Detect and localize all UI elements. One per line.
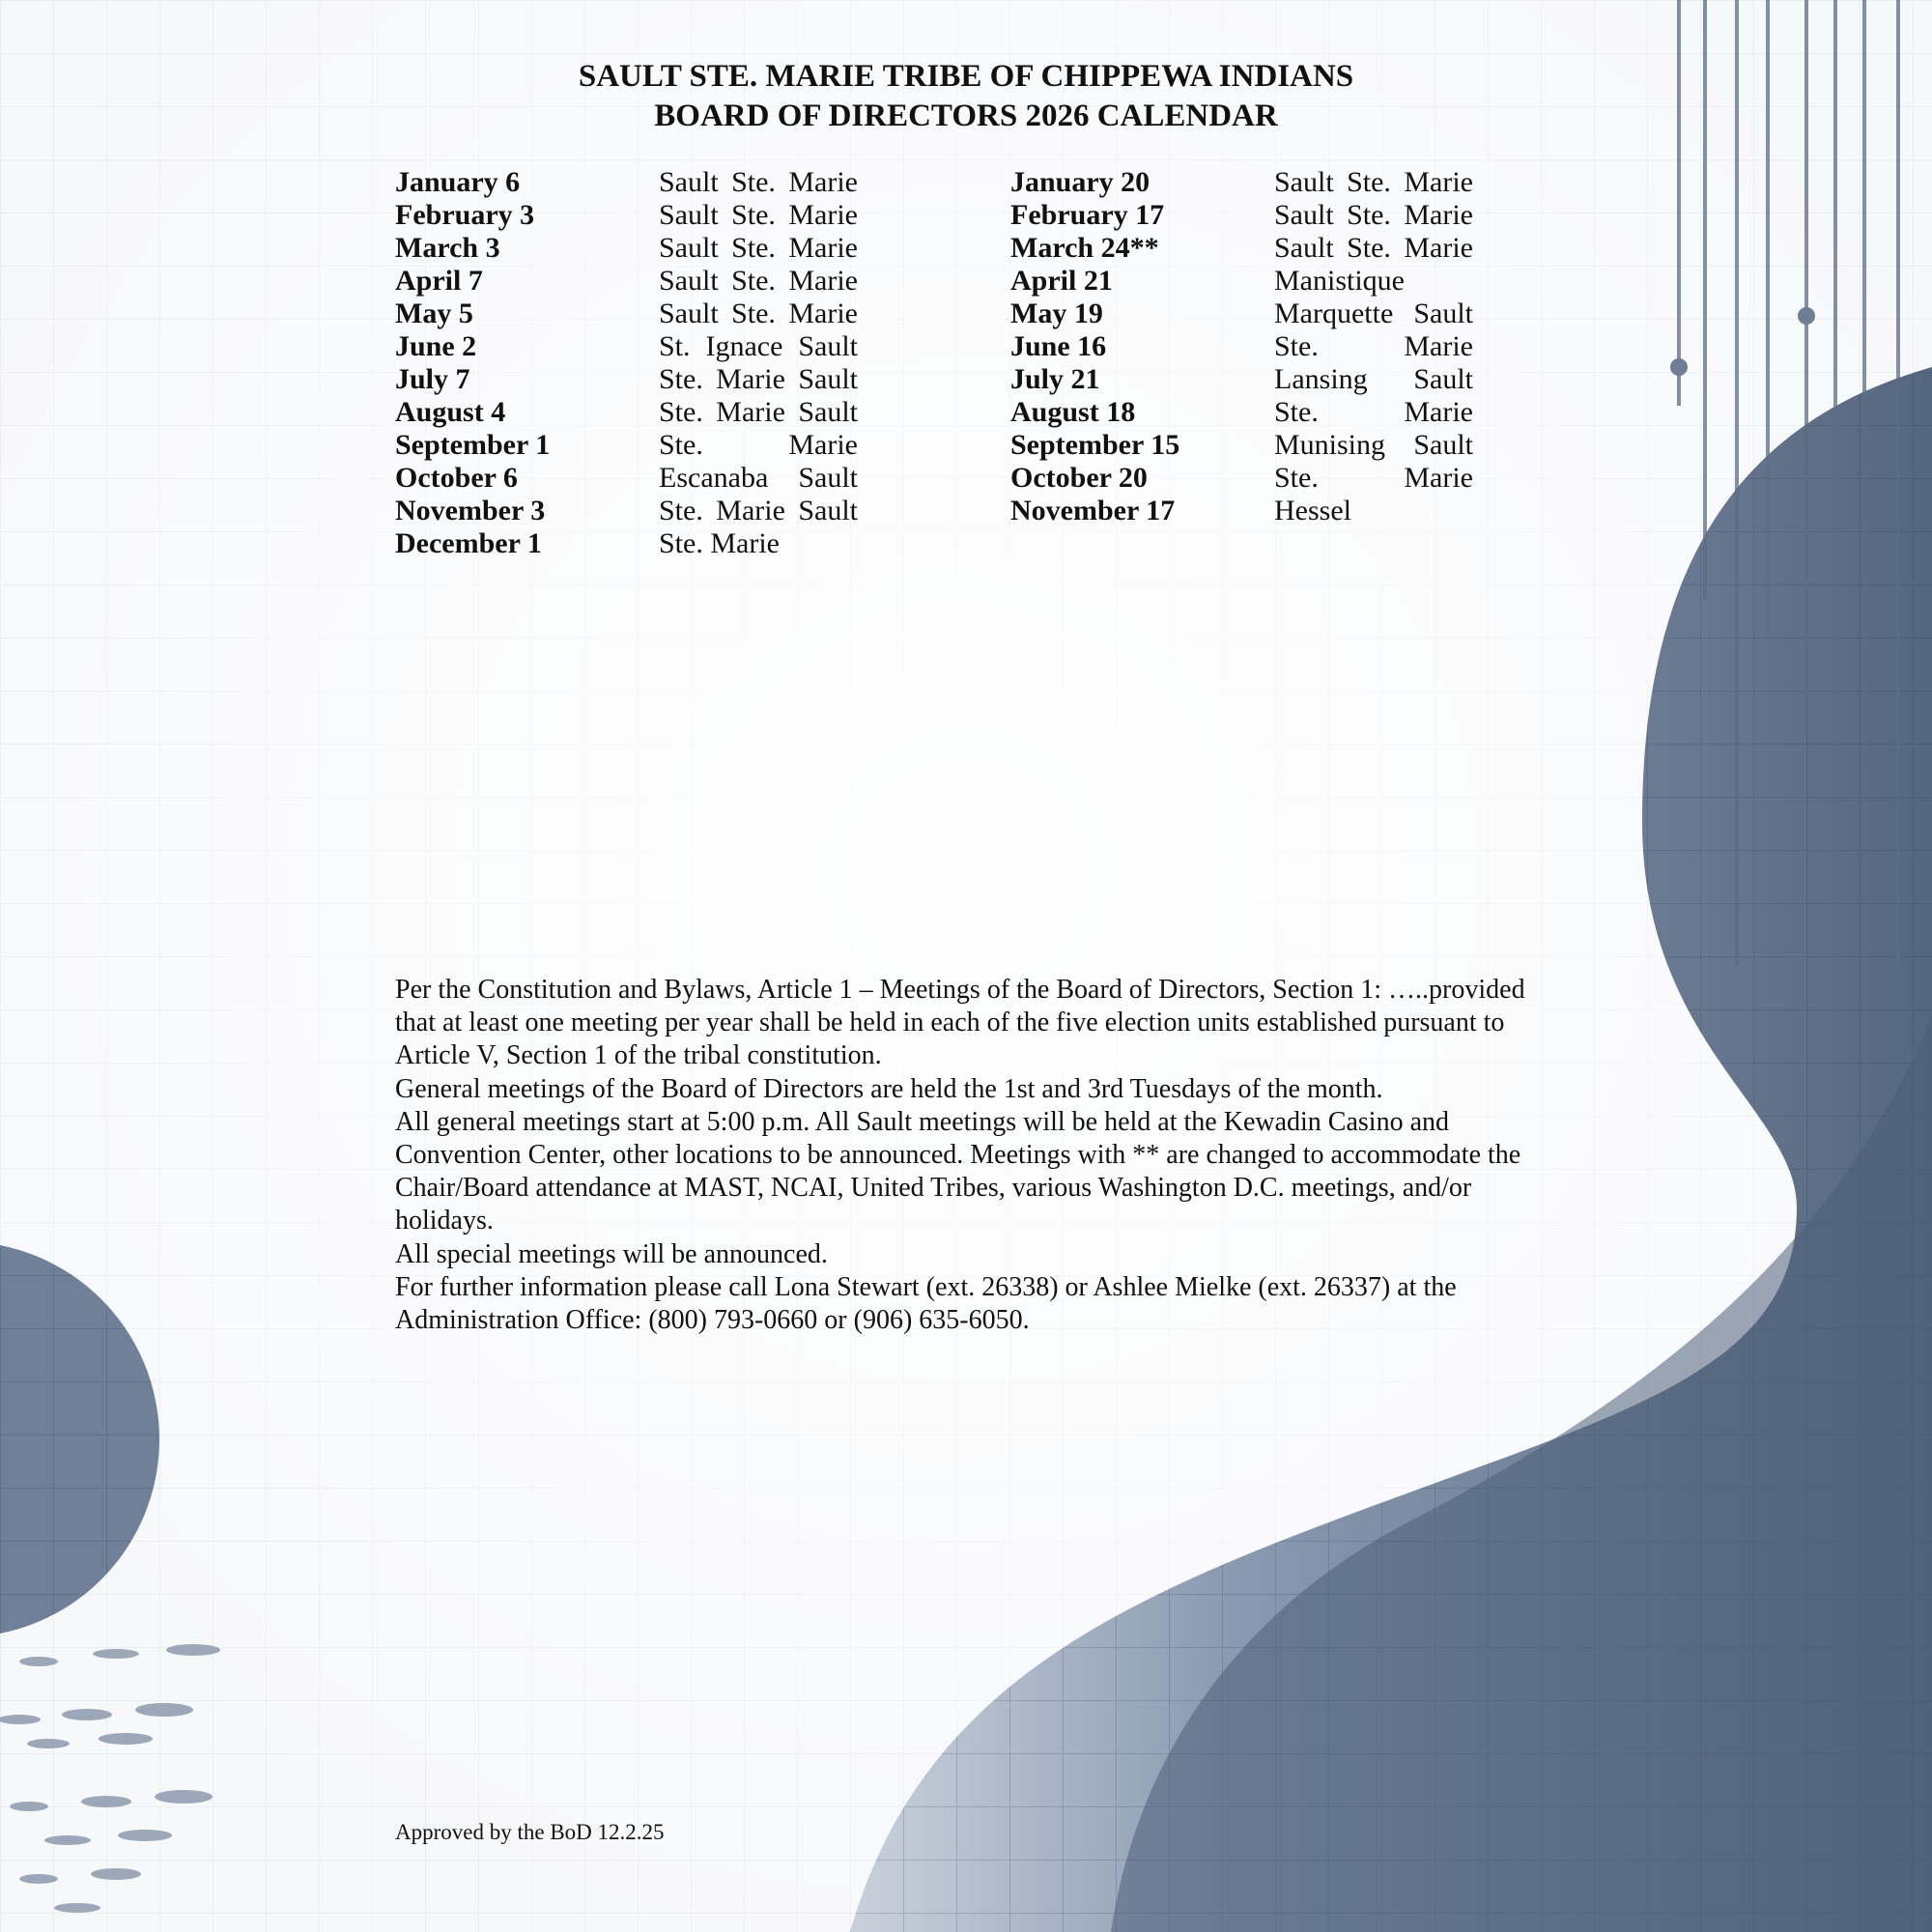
meeting-date: August 4 bbox=[395, 396, 506, 428]
meeting-location: Ste. Marie Sault bbox=[659, 396, 858, 428]
meeting-date: June 2 bbox=[395, 330, 477, 362]
meeting-location: Sault Ste. Marie bbox=[1274, 166, 1473, 198]
constitution-note: Per the Constitution and Bylaws, Article 1 – Meetings of the Board of Directors, Section 1: …..provided that at least one meeting per year shall be held in each of the five election units established pursuant to Article V, Section 1 of the tribal constitution. bbox=[395, 975, 1525, 1071]
meeting-location: Manistique bbox=[1274, 265, 1405, 297]
meeting-date: July 21 bbox=[1010, 363, 1100, 395]
meeting-location: Sault Ste. Marie bbox=[659, 199, 858, 231]
approval-footer: Approved by the BoD 12.2.25 bbox=[395, 1820, 665, 1844]
meeting-date: May 5 bbox=[395, 298, 473, 329]
meeting-location: St. Ignace Sault bbox=[659, 330, 858, 362]
meeting-location: Ste. Marie bbox=[1274, 396, 1473, 428]
meeting-date: October 20 bbox=[1010, 462, 1148, 494]
start-time-note: All general meetings start at 5:00 p.m. All Sault meetings will be held at the Kewadin Casino and Convention Center, other locations to be announced. Meetings with ** are changed to accommodate the Chair/Board attendance at MAST, NCAI, United Tribes, various Washington D.C. meetings, and/or holidays. bbox=[395, 1106, 1521, 1236]
meeting-location: Sault Ste. Marie bbox=[659, 232, 858, 264]
meeting-date: November 17 bbox=[1010, 495, 1176, 526]
meeting-location: Ste. Marie bbox=[1274, 462, 1473, 494]
meeting-date: June 16 bbox=[1010, 330, 1107, 362]
meeting-location: Sault Ste. Marie bbox=[659, 166, 858, 198]
meeting-date: July 7 bbox=[395, 363, 470, 395]
meeting-location: Marquette Sault bbox=[1274, 298, 1473, 329]
special-meetings-note: All special meetings will be announced. bbox=[395, 1238, 828, 1269]
contact-note: For further information please call Lona Stewart (ext. 26338) or Ashlee Mielke (ext. 26337) at the Administration Office: (800) 793-0660 or (906) 635-6050. bbox=[395, 1271, 1457, 1336]
meeting-location: Lansing Sault bbox=[1274, 363, 1473, 395]
meeting-date: October 6 bbox=[395, 462, 518, 494]
meeting-location: Escanaba Sault bbox=[659, 462, 858, 494]
meeting-date: December 1 bbox=[395, 527, 542, 559]
meeting-notes bbox=[395, 974, 1554, 1337]
meeting-date: November 3 bbox=[395, 495, 546, 526]
meeting-date: August 18 bbox=[1010, 396, 1136, 428]
meeting-location: Sault Ste. Marie bbox=[659, 298, 858, 329]
meeting-date: May 19 bbox=[1010, 298, 1103, 329]
meeting-location: Munising Sault bbox=[1274, 429, 1473, 461]
meeting-date: September 15 bbox=[1010, 429, 1180, 461]
title-line-1: SAULT STE. MARIE TRIBE OF CHIPPEWA INDIANS bbox=[578, 59, 1354, 94]
title-line-2: BOARD OF DIRECTORS 2026 CALENDAR bbox=[654, 99, 1278, 133]
meeting-date: September 1 bbox=[395, 429, 551, 461]
general-meetings-note: General meetings of the Board of Directors are held the 1st and 3rd Tuesdays of the month. bbox=[395, 1073, 1383, 1104]
meeting-location: Sault Ste. Marie bbox=[659, 265, 858, 297]
meeting-date: March 24** bbox=[1010, 232, 1159, 264]
meeting-location: Ste. Marie Sault bbox=[659, 363, 858, 395]
meeting-location: Ste. Marie bbox=[659, 527, 780, 559]
meeting-location: Hessel bbox=[1274, 495, 1351, 526]
meeting-location: Sault Ste. Marie bbox=[1274, 232, 1473, 264]
meeting-date: April 21 bbox=[1010, 265, 1113, 297]
meeting-date: February 17 bbox=[1010, 199, 1165, 231]
meeting-location: Ste. Marie bbox=[1274, 330, 1473, 362]
meeting-date: January 6 bbox=[395, 166, 521, 198]
meeting-date: April 7 bbox=[395, 265, 483, 297]
meeting-date: March 3 bbox=[395, 232, 500, 264]
meeting-location: Ste. Marie Sault bbox=[659, 495, 858, 526]
meeting-location: Sault Ste. Marie bbox=[1274, 199, 1473, 231]
meeting-date: February 3 bbox=[395, 199, 535, 231]
meeting-date: January 20 bbox=[1010, 166, 1151, 198]
meeting-location: Ste. Marie bbox=[659, 429, 858, 461]
